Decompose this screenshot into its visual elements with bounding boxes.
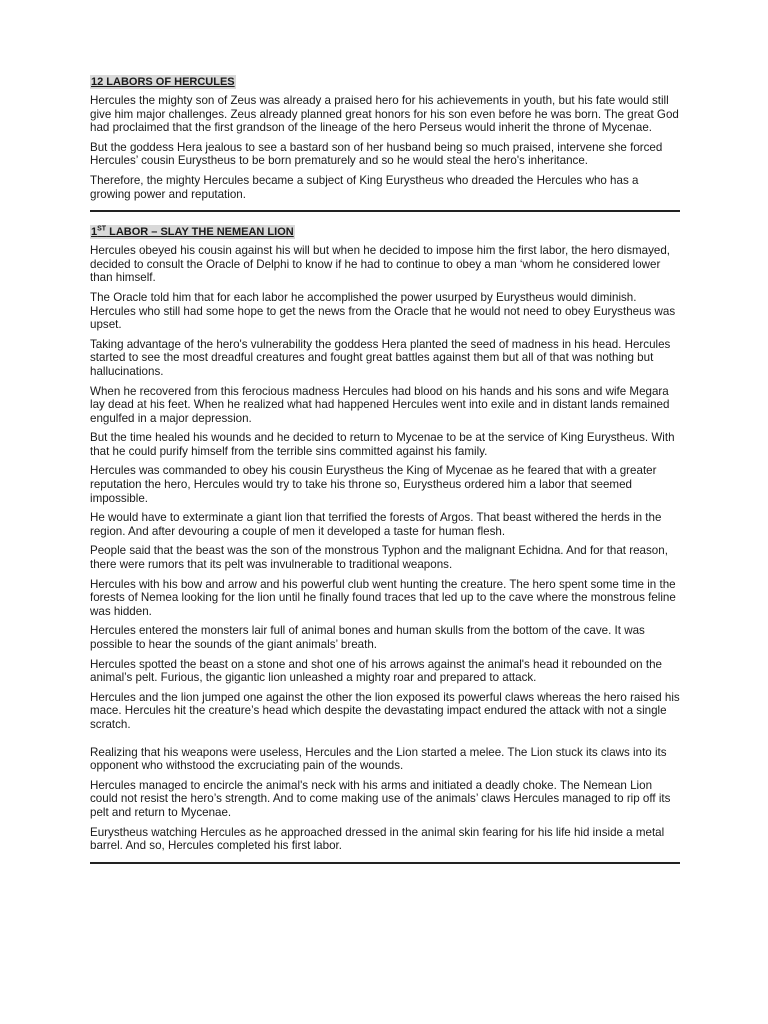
paragraph: When he recovered from this ferocious madness Hercules had blood on his hands and his sons and wife Megara lay dead at his feet. When he realized what had happened Hercules went into exile and in distant lands remained engulfed in a major depression. [90,384,670,425]
paragraph: Hercules obeyed his cousin against his will but when he decided to impose him the first labor, the hero dismayed, decided to consult the Oracle of Delphi to know if he had to continue to obey a man ‘whom he considered lower than himself. [90,244,671,285]
paragraph: Hercules with his bow and arrow and his powerful club went hunting the creature. The hero spent some time in the forests of Nemea looking for the lion until he finally found traces that led up to the cave where the monstrous feline was hidden. [90,577,676,618]
paragraph: He would have to exterminate a giant lion that terrified the forests of Argos. That beast withered the herds in the region. And after devouring a couple of men it developed a taste for human flesh. [90,511,662,538]
paragraph: Eurystheus watching Hercules as he approached dressed in the animal skin fearing for his life hid inside a metal barrel. And so, Hercules completed his first labor. [90,825,665,853]
paragraph: Hercules entered the monsters lair full of animal bones and human skulls from the bottom of the cave. It was possible to hear the sounds of the giant animals’ breath. [90,624,645,651]
paragraph: Hercules spotted the beast on a stone and shot one of his arrows against the animal's head it rebounded on the animal’s pelt. Furious, the gigantic lion unleashed a mighty roar and prepared to attack. [90,657,662,685]
heading-number: 1 [91,226,98,239]
paragraph: Hercules and the lion jumped one against the other the lion exposed its powerful claws whereas the hero raised his mace. Hercules hit the creature’s head which despite the devastating impact endured the attack with not a single scratch. [90,690,680,731]
paragraph: Hercules managed to encircle the animal's neck with his arms and initiated a deadly choke. The Nemean Lion could not resist the hero’s strength. And to come making use of the animals’ claws Hercules managed to rip off its pelt and return to Mycenae. [90,778,671,819]
paragraph: The Oracle told him that for each labor he accomplished the power usurped by Eurystheus would diminish. Hercules who still had some hope to get the news from the Oracle that he would not need to obey Eurystheus was upset. [90,290,676,332]
paragraph: Realizing that his weapons were useless, Hercules and the Lion started a melee. The Lion stuck its claws into its opponent who withstood the excruciating pain of the wounds. [90,745,667,773]
section-heading-12-labors: 12 LABORS OF HERCULES [91,76,235,88]
section-divider [90,862,680,864]
heading-text: LABOR – SLAY THE NEMEAN LION [106,226,294,239]
section-heading-first-labor [90,225,295,239]
paragraph: But the goddess Hera jealous to see a bastard son of her husband being so much praised, intervene she forced Hercules’ cousin Eurystheus to be born prematurely and so he would steal the hero's inheritance. [90,140,663,168]
paragraph: Hercules the mighty son of Zeus was already a praised hero for his achievements in youth, but his fate would still give him major challenges. Zeus already planned great honors for his son even before he was born. The great God had proclaimed that the first grandson of the lineage of the hero Perseus would inherit the throne of Mycenae. [90,94,679,135]
paragraph: Hercules was commanded to obey his cousin Eurystheus the King of Mycenae as he feared that with a greater reputation the hero, Hercules would try to take his throne so, Eurystheus ordered him a labor that seemed impossible. [90,464,657,505]
paragraph: Taking advantage of the hero's vulnerability the goddess Hera planted the seed of madness in his head. Hercules started to see the most dreadful creatures and fought great battles against them but all of that was nothing but hallucinations. [90,337,671,378]
section-divider [90,210,680,212]
paragraph: But the time healed his wounds and he decided to return to Mycenae to be at the service of King Eurystheus. With that he could purify himself from the terrible sins committed against his family. [90,431,675,458]
paragraph: Therefore, the mighty Hercules became a subject of King Eurystheus who dreaded the Hercules who has a growing power and reputation. [90,173,639,201]
heading-ordinal-suffix: ST [97,225,107,233]
document-page [90,72,680,874]
paragraph: People said that the beast was the son of the monstrous Typhon and the malignant Echidna. And for that reason, there were rumors that its pelt was invulnerable to traditional weapons. [90,544,668,572]
